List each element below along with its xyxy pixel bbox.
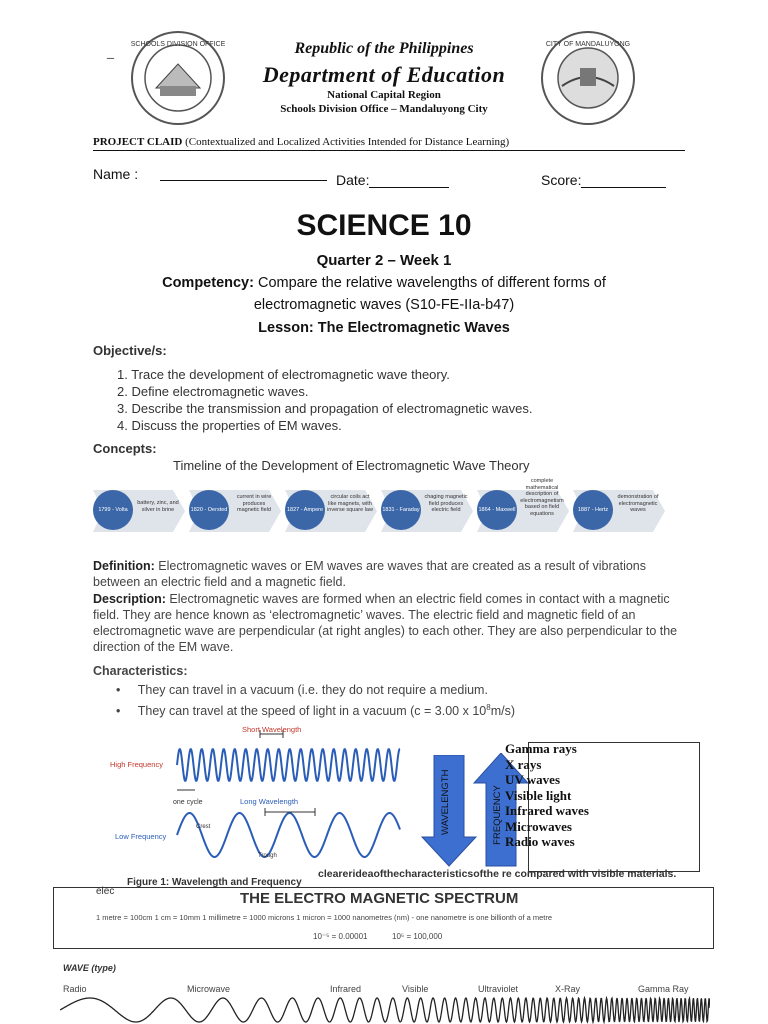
date-label: Date: — [336, 172, 370, 188]
bullet: • — [116, 683, 121, 697]
description-label: Description: — [93, 592, 166, 606]
one-cycle-label: one cycle — [173, 799, 203, 806]
project-claid-description: (Contextualized and Localized Activities Intended for Distance Learning) — [185, 136, 510, 148]
definition-paragraph — [93, 558, 673, 590]
em-spectrum-title: THE ELECTRO MAGNETIC SPECTRUM — [240, 890, 519, 907]
timeline-step-text: complete mathematical description of electromagnetism based on field equations — [520, 478, 564, 517]
date-underline[interactable] — [369, 173, 449, 188]
frequency-arrow-label: FREQUENCY — [492, 785, 503, 845]
definition-label: Definition: — [93, 559, 155, 573]
characteristic-text: They can travel at the speed of light in a vacuum (c = 3.00 x 10 — [137, 704, 487, 719]
spectrum-list-item: X rays — [505, 756, 542, 772]
timeline-step-year: 1887 - Hertz — [573, 490, 613, 530]
division-label: Schools Division Office – Mandaluyong City — [280, 103, 488, 115]
characteristics-heading: Characteristics: — [93, 664, 188, 678]
name-label: Name : — [93, 166, 139, 182]
exponent: 8 — [486, 703, 491, 712]
lesson-title: Lesson: The Electromagnetic Waves — [258, 320, 510, 336]
trough-label: Trough — [258, 853, 277, 859]
timeline-step-ampere — [285, 488, 377, 532]
description-text: Electromagnetic waves are formed when an electric field comes in contact with a magnetic field. They are hence known as ‘electromagnetic’ waves. The electric field and magnetic field of an electromagnetic wave are perpendicular (at right angles) to each other. They are also perpendicular to the direction of the EM wave. — [93, 592, 678, 654]
name-underline[interactable] — [160, 180, 327, 181]
spectrum-list-item: Gamma rays — [505, 741, 577, 756]
objectives-heading: Objective/s: — [93, 343, 167, 358]
timeline-step-maxwell — [477, 478, 569, 532]
objective-item: 4. Discuss the properties of EM waves. — [117, 418, 342, 433]
competency-label: Competency: — [162, 275, 254, 291]
em-spectrum-exp2: 10⁵ = 100,000 — [392, 932, 443, 941]
timeline-step-text: demonstration of electromagnetic waves — [617, 494, 659, 513]
spectrum-list-item: Infrared waves — [505, 803, 589, 818]
wave-type-label: WAVE (type) — [63, 963, 116, 973]
crest-label: Crest — [196, 824, 211, 830]
definition-text: Electromagnetic waves or EM waves are waves that are created as a result of vibrations between an electric field and a magnetic field. — [93, 559, 647, 589]
subject-title: SCIENCE 10 — [296, 209, 472, 242]
spectrum-list-item: Radio waves — [505, 834, 575, 849]
timeline-step-faraday — [381, 488, 473, 532]
republic-title: Republic of the Philippines — [294, 40, 474, 57]
characteristic-item — [116, 700, 515, 719]
header-dash: _ — [107, 46, 114, 61]
competency-line-1 — [0, 275, 768, 291]
characteristic-text-end: m/s) — [490, 704, 515, 719]
spectrum-list-item: Visible light — [505, 787, 572, 803]
timeline-step-year: 1827 - Ampere — [285, 490, 325, 530]
project-claid-label: PROJECT CLAID — [93, 136, 183, 148]
spectrum-list-item: UV waves — [505, 772, 561, 787]
spectrum-type-label: Microwave — [187, 984, 231, 994]
region-label: National Capital Region — [327, 89, 441, 101]
timeline-step-year: 1820 - Oersted — [189, 490, 229, 530]
timeline-step-text: current in wire produces magnetic field — [236, 494, 272, 513]
long-wavelength-label: Long Wavelength — [240, 797, 299, 806]
timeline-step-oersted — [189, 488, 281, 532]
timeline-step-text: battery, zinc, and silver in brine — [137, 500, 179, 513]
timeline-step-text: chaging magnetic field produces electric field — [424, 494, 468, 513]
score-field[interactable] — [541, 172, 666, 188]
competency-text-1: Compare the relative wavelengths of different forms of — [257, 275, 606, 291]
score-label: Score: — [541, 172, 582, 188]
bullet: • — [116, 704, 121, 719]
objective-item: 2. Define electromagnetic waves. — [117, 384, 309, 399]
date-field[interactable] — [336, 172, 449, 188]
short-wavelength-label: Short Wavelength — [242, 725, 302, 734]
spectrum-type-label: Gamma Ray — [638, 984, 689, 994]
timeline-step-hertz — [573, 488, 665, 532]
timeline-title: Timeline of the Development of Electromagnetic Wave Theory — [173, 458, 530, 473]
wavelength-frequency-figure — [105, 720, 405, 870]
spectrum-type-label: X-Ray — [555, 984, 581, 994]
quarter-label: Quarter 2 – Week 1 — [316, 252, 452, 269]
characteristic-text: They can travel in a vacuum (i.e. they do not require a medium. — [137, 683, 488, 697]
timeline-step-year: 1864 - Maxwell — [477, 490, 517, 530]
high-frequency-wave — [177, 749, 400, 781]
spectrum-type-label: Infrared — [330, 984, 362, 994]
figure-caption: Figure 1: Wavelength and Frequency — [127, 877, 302, 888]
objective-item: 1. Trace the development of electromagnetic wave theory. — [117, 367, 450, 382]
timeline-step-volta — [93, 488, 185, 532]
timeline-step-year: 1799 - Volta — [93, 490, 133, 530]
low-frequency-wave — [177, 813, 400, 857]
score-underline[interactable] — [581, 173, 666, 188]
spectrum-list — [505, 741, 589, 850]
header-divider — [93, 150, 685, 151]
low-frequency-label: Low Frequency — [115, 832, 167, 841]
objectives-list — [117, 366, 533, 434]
competency-line-2: electromagnetic waves (S10-FE-IIa-b47) — [253, 297, 515, 313]
project-claid-line — [93, 136, 509, 148]
wavelength-arrow-label: WAVELENGTH — [440, 769, 451, 835]
objective-item: 3. Describe the transmission and propagation of electromagnetic waves. — [117, 401, 533, 416]
spectrum-wave — [60, 996, 710, 1024]
characteristic-item — [116, 682, 488, 698]
description-paragraph — [93, 591, 685, 655]
em-spectrum-units: 1 metre = 100cm 1 cm = 10mm 1 millimetre = 1000 microns 1 micron = 1000 nanometres (nm) - one nanometre is one billionth of a metre — [96, 913, 553, 922]
em-spectrum-exp1: 10⁻⁵ = 0.00001 — [313, 932, 368, 941]
timeline-step-year: 1831 - Faraday — [381, 490, 421, 530]
high-frequency-label: High Frequency — [110, 760, 163, 769]
spectrum-type-label: Visible — [402, 984, 429, 994]
elec-text: elec — [96, 886, 115, 897]
spectrum-type-label: Ultraviolet — [478, 984, 519, 994]
svg-text:SCHOOLS DIVISION OFFICE: SCHOOLS DIVISION OFFICE — [130, 41, 226, 48]
concepts-heading: Concepts: — [93, 441, 157, 456]
department-title: Department of Education — [262, 62, 506, 87]
name-field[interactable] — [93, 166, 138, 182]
overlay-text: clearerideaofthecharacteristicsofthe re compared with visible materials. — [318, 868, 677, 880]
timeline-step-text: circular coils act like magnets, with inverse square law — [327, 494, 373, 513]
spectrum-type-label: Radio — [63, 984, 87, 994]
spectrum-list-item: Microwaves — [505, 818, 572, 834]
svg-text:CITY OF MANDALUYONG: CITY OF MANDALUYONG — [545, 41, 631, 48]
